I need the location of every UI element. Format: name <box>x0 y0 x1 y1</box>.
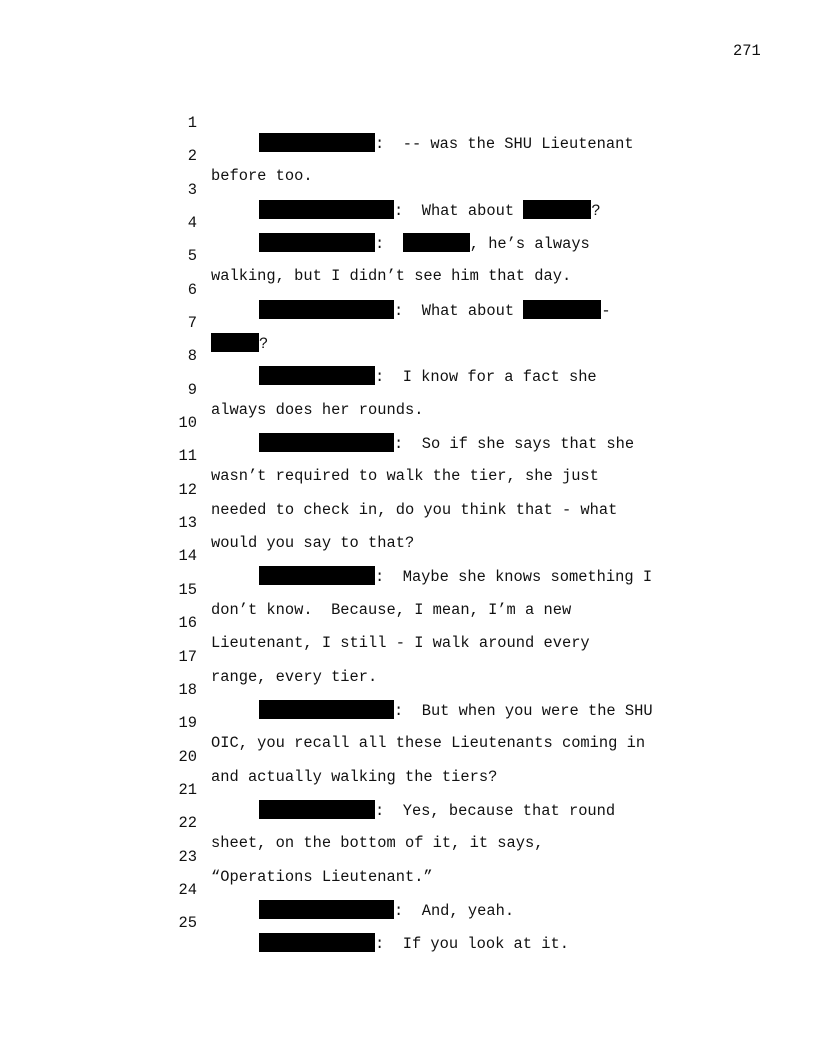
line-text: : What about - <box>259 300 611 321</box>
line-text: range, every tier. <box>211 667 378 686</box>
transcript-line <box>0 226 816 286</box>
transcript-line <box>0 727 816 786</box>
line-text: before too. <box>211 167 313 186</box>
transcript-line <box>0 160 816 220</box>
line-number: 13 <box>178 514 197 533</box>
line-text: always does her rounds. <box>211 400 424 419</box>
line-text: would you say to that? <box>211 534 415 553</box>
transcript-line <box>0 693 816 753</box>
line-text: sheet, on the bottom of it, it says, <box>211 834 544 853</box>
line-text: don’t know. Because, I mean, I’m a new <box>211 600 572 619</box>
line-text: : And, yeah. <box>259 900 514 921</box>
line-number: 2 <box>187 147 197 166</box>
line-text: OIC, you recall all these Lieutenants coming in <box>211 734 646 753</box>
transcript-line <box>0 526 816 587</box>
line-text: : I know for a fact she <box>259 366 597 387</box>
line-number: 25 <box>178 914 197 933</box>
line-text: wasn’t required to walk the tier, she just <box>211 467 599 486</box>
transcript-line <box>0 560 816 619</box>
line-number: 4 <box>187 214 197 233</box>
transcript-line <box>0 493 816 553</box>
line-number: 14 <box>178 547 197 566</box>
line-number: 22 <box>178 814 197 833</box>
line-text: : What about ? <box>259 200 601 221</box>
transcript-line <box>0 860 816 920</box>
line-text: : Yes, because that round <box>259 800 615 821</box>
line-text: Lieutenant, I still - I walk around every <box>211 634 590 653</box>
transcript-line <box>0 593 816 653</box>
line-number: 16 <box>178 614 197 633</box>
line-number: 15 <box>178 580 197 599</box>
line-number: 17 <box>178 647 197 666</box>
transcript-line <box>0 326 816 387</box>
line-number: 1 <box>187 114 197 132</box>
transcript-line <box>0 760 816 820</box>
line-number: 11 <box>178 447 197 466</box>
redacted-speaker <box>259 933 375 952</box>
line-number: 7 <box>187 314 197 333</box>
line-text: : So if she says that she <box>259 433 634 454</box>
line-text: : -- was the SHU Lieutenant <box>259 133 634 154</box>
line-text: : , he’s always <box>259 233 590 254</box>
transcript-line <box>0 193 816 254</box>
transcript-line <box>0 360 816 419</box>
line-number: 19 <box>178 714 197 733</box>
transcript-line <box>0 893 816 954</box>
transcript-line <box>0 426 816 486</box>
line-number: 12 <box>178 480 197 499</box>
line-text: : But when you were the SHU <box>259 700 653 721</box>
transcript-line <box>0 793 816 853</box>
line-number: 23 <box>178 847 197 866</box>
transcript-line <box>0 460 816 519</box>
line-number: 5 <box>187 247 197 266</box>
transcript-line <box>0 93 816 153</box>
line-number: 21 <box>178 780 197 799</box>
transcript <box>0 93 816 954</box>
line-text: needed to check in, do you think that - what <box>211 500 618 519</box>
line-number: 24 <box>178 880 197 899</box>
line-text: and actually walking the tiers? <box>211 767 498 786</box>
page-number: 271 <box>733 42 761 60</box>
line-text: : Maybe she knows something I <box>259 566 652 587</box>
line-text: ? <box>211 333 268 354</box>
transcript-line <box>0 260 816 320</box>
line-text: “Operations Lieutenant.” <box>211 867 433 886</box>
line-number: 8 <box>187 347 197 366</box>
line-number: 6 <box>187 280 197 299</box>
transcript-line <box>0 660 816 720</box>
line-number: 18 <box>178 680 197 699</box>
line-text: walking, but I didn’t see him that day. <box>211 267 572 286</box>
line-number: 10 <box>178 414 197 433</box>
transcript-line <box>0 827 816 886</box>
line-number: 3 <box>187 180 197 199</box>
transcript-line <box>0 126 816 186</box>
line-text: : If you look at it. <box>259 933 569 954</box>
transcript-line <box>0 627 816 686</box>
line-number: 9 <box>187 380 197 399</box>
line-number: 20 <box>178 747 197 766</box>
transcript-line <box>0 393 816 454</box>
transcript-line <box>0 293 816 354</box>
